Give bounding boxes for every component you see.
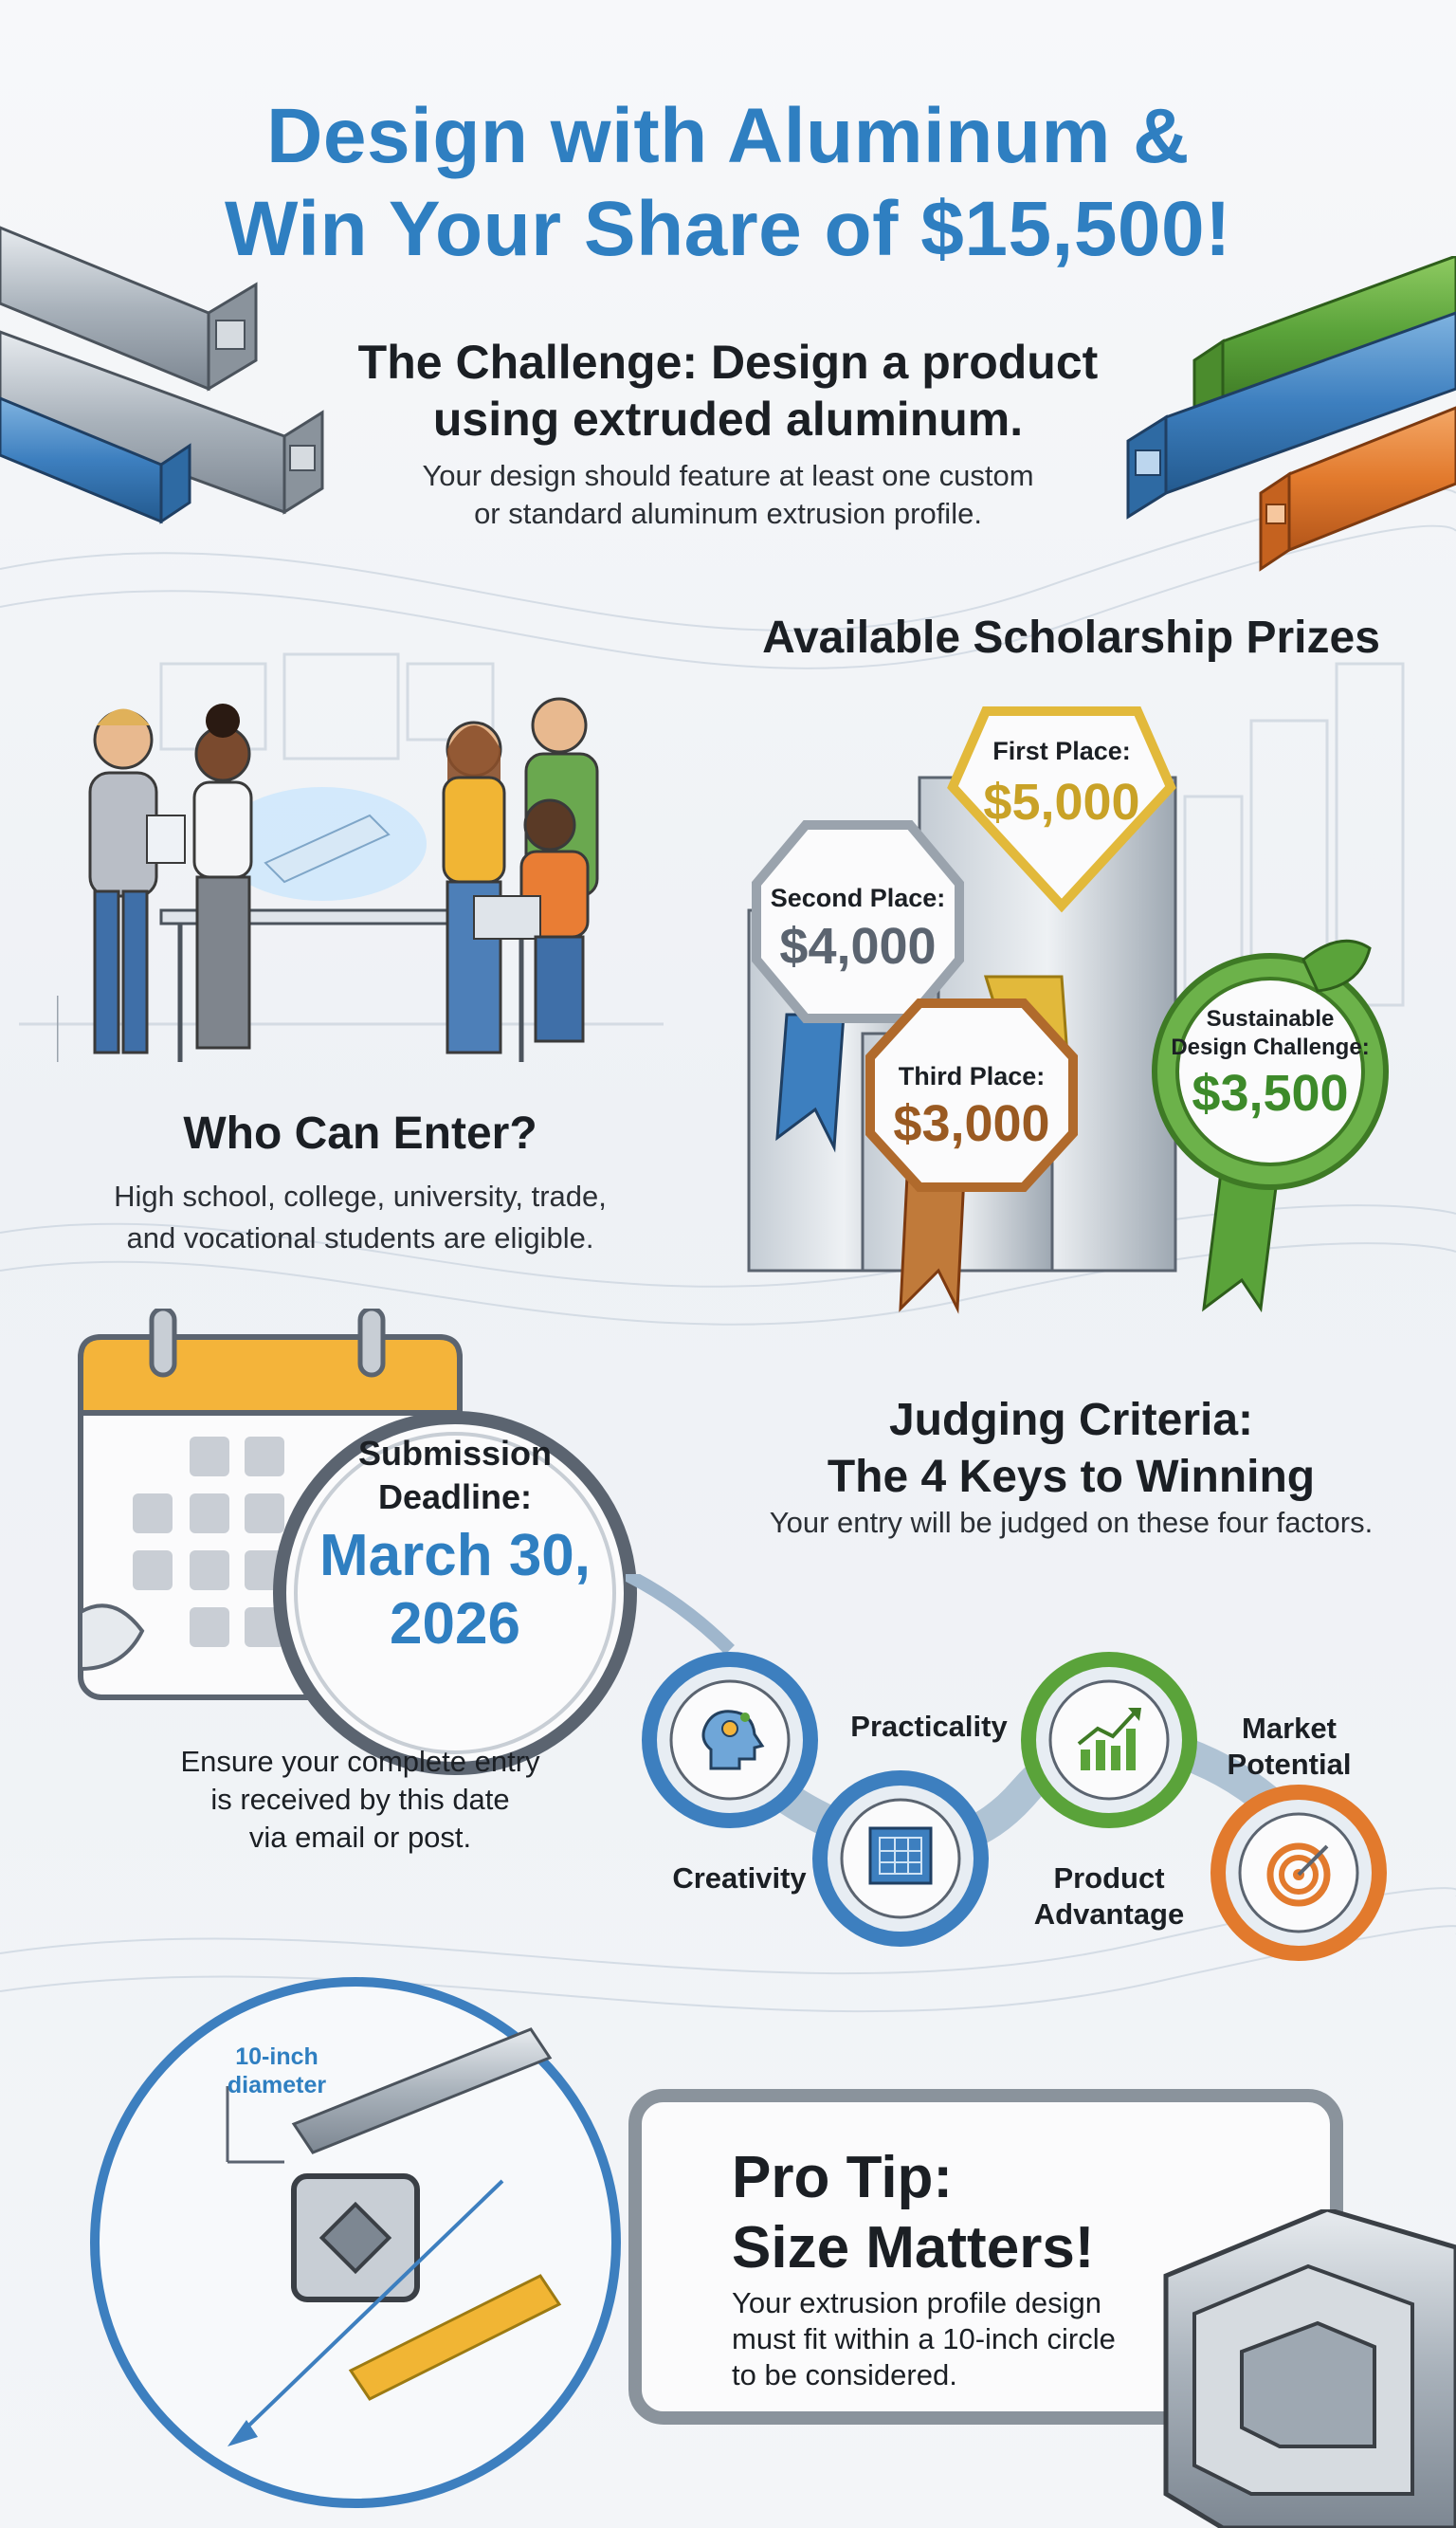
growth-chart-icon [1071, 1702, 1147, 1778]
who-can-enter-description: High school, college, university, trade, and vocational students are eligible. [114, 1180, 607, 1255]
protip-description: Your extrusion profile design must fit within a 10-inch circle to be considered. [732, 2286, 1116, 2391]
blueprint-icon [864, 1821, 937, 1893]
diameter-label: 10-inch diameter [227, 2043, 327, 2098]
third-place-label: Third Place: [898, 1062, 1046, 1090]
judging-heading: Judging Criteria: The 4 Keys to Winning [827, 1395, 1316, 1502]
challenge-description: Your design should feature at least one custom or standard aluminum extrusion profile. [422, 459, 1034, 530]
criteria-creativity-label: Creativity [672, 1861, 807, 1895]
sustainable-label-line2: Design Challenge: [1171, 1035, 1370, 1060]
extrusion-profiles-right-illustration [1119, 256, 1456, 578]
deadline-label: Submission Deadline: [357, 1434, 553, 1516]
creative-mind-icon [692, 1702, 768, 1778]
judging-description: Your entry will be judged on these four factors. [769, 1506, 1374, 1539]
students-illustration [57, 683, 664, 1081]
sustainable-design-medal [1142, 939, 1398, 1195]
challenge-heading: The Challenge: Design a product using extruded aluminum. [357, 336, 1099, 446]
prizes-heading: Available Scholarship Prizes [762, 613, 1380, 663]
extrusion-profiles-left-illustration [0, 209, 341, 550]
third-place-amount: $3,000 [893, 1095, 1050, 1152]
sustainable-amount: $3,500 [1192, 1065, 1349, 1122]
first-place-label: First Place: [992, 737, 1131, 765]
leaf-icon [1303, 941, 1370, 991]
size-circle-illustration [85, 1972, 626, 2513]
second-place-amount: $4,000 [779, 918, 937, 975]
protip-heading: Pro Tip: Size Matters! [732, 2145, 1095, 2281]
deadline-date: March 30, 2026 [318, 1523, 592, 1657]
third-place-medal [863, 996, 1081, 1195]
criteria-market-potential-label: Market Potential [1227, 1712, 1352, 1781]
first-place-amount: $5,000 [983, 774, 1140, 831]
target-icon [1261, 1835, 1337, 1911]
page-title: Design with Aluminum & Win Your Share of $15,500! [225, 93, 1231, 272]
sustainable-label-line1: Sustainable [1206, 1006, 1335, 1032]
second-place-medal [749, 817, 967, 1026]
who-can-enter-heading: Who Can Enter? [183, 1108, 537, 1159]
first-place-medal [943, 697, 1180, 915]
deadline-description: Ensure your complete entry is received by this date via email or post. [180, 1745, 540, 1854]
second-place-label: Second Place: [770, 884, 946, 912]
criteria-product-advantage-label: Product Advantage [1033, 1861, 1185, 1931]
criteria-practicality-label: Practicality [850, 1710, 1008, 1743]
